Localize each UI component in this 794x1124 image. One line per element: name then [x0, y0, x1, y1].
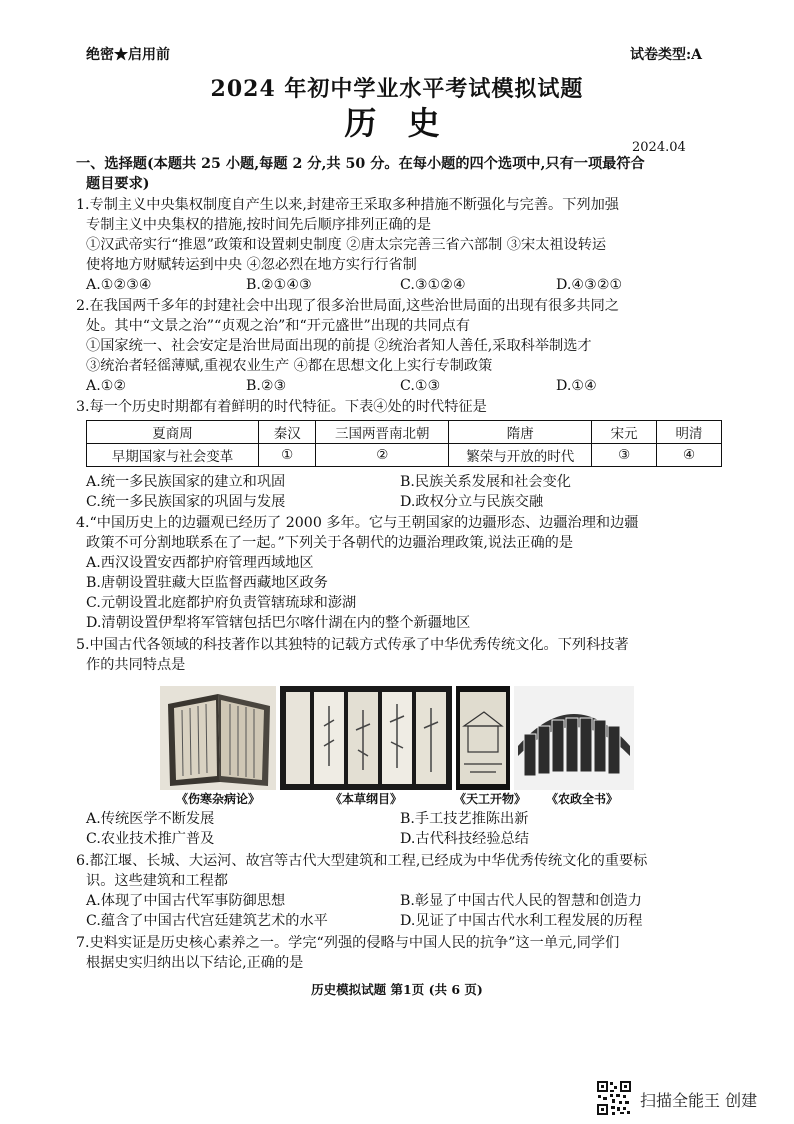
q3-option-b: B.民族关系发展和社会变化	[400, 474, 571, 490]
q4-option-a: A.西汉设置安西都护府管理西域地区	[86, 555, 314, 571]
q6-option-d: D.见证了中国古代水利工程发展的历程	[400, 913, 643, 929]
caption-nongzheng: 《农政全书》	[546, 792, 619, 806]
table-cell: 宋元	[592, 421, 657, 444]
q1-stem: 1.专制主义中央集权制度自产生以来,封建帝王采取多种措施不断强化与完善。下列加强	[76, 197, 619, 213]
q3-option-a: A.统一多民族国家的建立和巩固	[86, 474, 286, 490]
shanghan-book-image	[160, 686, 276, 790]
q4-option-c: C.元朝设置北庭都护府负责管辖琉球和澎湖	[86, 595, 357, 611]
q5-option-a: A.传统医学不断发展	[86, 811, 215, 827]
exam-date: 2024.04	[632, 140, 686, 155]
table-row	[87, 421, 722, 444]
caption-shanghan: 《伤寒杂病论》	[176, 792, 261, 806]
q1-item: ①汉武帝实行“推恩”政策和设置刺史制度 ②唐太宗完善三省六部制 ③宋太祖设转运	[86, 237, 607, 253]
q5-stem: 5.中国古代各领域的科技著作以其独特的记载方式传承了中华优秀传统文化。下列科技著	[76, 637, 629, 653]
q7-stem: 7.史料实证是历史核心素养之一。学完“列强的侵略与中国人民的抗争”这一单元,同学们	[76, 935, 620, 951]
q3-stem: 3.每一个历史时期都有着鲜明的时代特征。下表④处的时代特征是	[76, 399, 487, 415]
q2-item: ①国家统一、社会安定是治世局面出现的前提 ②统治者知人善任,采取科举制选才	[86, 338, 592, 354]
q1-item: 使将地方财赋转运到中央 ④忽必烈在地方实行行省制	[86, 257, 417, 273]
qr-code-icon	[596, 1080, 632, 1116]
q6-stem: 6.都江堰、长城、大运河、故宫等古代大型建筑和工程,已经成为中华优秀传统文化的重要标	[76, 853, 648, 869]
q2-option-a: A.①②	[86, 378, 127, 394]
q6-option-c: C.蕴含了中国古代宫廷建筑艺术的水平	[86, 913, 328, 929]
subject-title: 历 史	[344, 104, 450, 142]
book-illustration	[514, 686, 634, 790]
table-row	[87, 444, 722, 467]
table-cell: 三国两晋南北朝	[316, 421, 449, 444]
q6-option-a: A.体现了中国古代军事防御思想	[86, 893, 286, 909]
q4-option-d: D.清朝设置伊犁将军管辖包括巴尔喀什湖在内的整个新疆地区	[86, 615, 471, 631]
table-cell: 明清	[657, 421, 722, 444]
q5-stem: 作的共同特点是	[86, 657, 186, 673]
bencao-book-image	[280, 686, 452, 790]
tiangong-book-image	[456, 686, 510, 790]
nongzheng-book-image	[514, 686, 634, 790]
q2-stem: 2.在我国两千多年的封建社会中出现了很多治世局面,这些治世局面的出现有很多共同之	[76, 298, 619, 314]
q1-option-d: D.④③②①	[556, 277, 623, 293]
q2-option-d: D.①④	[556, 378, 597, 394]
section-heading: 一、选择题(本题共 25 小题,每题 2 分,共 50 分。在每小题的四个选项中,只有一项最符合	[76, 156, 645, 172]
era-table	[86, 420, 722, 467]
page-title: 2024 年初中学业水平考试模拟试题	[210, 76, 584, 102]
q4-option-b: B.唐朝设置驻藏大臣监督西藏地区政务	[86, 575, 328, 591]
table-cell: 夏商周	[87, 421, 259, 444]
book-illustration	[280, 686, 452, 790]
q2-stem: 处。其中“文景之治”“贞观之治”和“开元盛世”出现的共同点有	[86, 318, 471, 334]
q1-option-b: B.②①④③	[246, 277, 312, 293]
q6-option-b: B.彰显了中国古代人民的智慧和创造力	[400, 893, 642, 909]
caption-bencao: 《本草纲目》	[330, 792, 403, 806]
q3-option-d: D.政权分立与民族交融	[400, 494, 544, 510]
book-illustration	[456, 686, 510, 790]
table-cell: 秦汉	[259, 421, 316, 444]
section-heading-cont: 题目要求)	[86, 176, 150, 192]
paper-type-label: 试卷类型:A	[630, 47, 703, 63]
table-cell: ③	[592, 444, 657, 467]
q4-stem: 政策不可分割地联系在了一起。”下列关于各朝代的边疆治理政策,说法正确的是	[86, 535, 574, 551]
table-cell: ①	[259, 444, 316, 467]
book-illustration	[160, 686, 276, 790]
q2-option-b: B.②③	[246, 378, 287, 394]
q5-option-d: D.古代科技经验总结	[400, 831, 529, 847]
q1-stem: 专制主义中央集权的措施,按时间先后顺序排列正确的是	[86, 217, 432, 233]
table-cell: 隋唐	[449, 421, 592, 444]
confidential-label: 绝密★启用前	[86, 47, 170, 63]
caption-tiangong: 《天工开物》	[454, 792, 527, 806]
q2-option-c: C.①③	[400, 378, 441, 394]
q5-option-b: B.手工技艺推陈出新	[400, 811, 529, 827]
q6-stem: 识。这些建筑和工程都	[86, 873, 228, 889]
q1-option-a: A.①②③④	[86, 277, 152, 293]
table-cell: ②	[316, 444, 449, 467]
table-cell: 早期国家与社会变革	[87, 444, 259, 467]
q2-item: ③统治者轻徭薄赋,重视农业生产 ④都在思想文化上实行专制政策	[86, 358, 493, 374]
page-footer: 历史模拟试题 第1页 (共 6 页)	[311, 982, 483, 997]
q3-option-c: C.统一多民族国家的巩固与发展	[86, 494, 286, 510]
scanner-watermark: 扫描全能王 创建	[640, 1091, 758, 1110]
q5-option-c: C.农业技术推广普及	[86, 831, 215, 847]
q1-option-c: C.③①②④	[400, 277, 466, 293]
table-cell: ④	[657, 444, 722, 467]
q7-stem: 根据史实归纳出以下结论,正确的是	[86, 955, 304, 971]
table-cell: 繁荣与开放的时代	[449, 444, 592, 467]
q4-stem: 4.“中国历史上的边疆观已经历了 2000 多年。它与王朝国家的边疆形态、边疆治理和边疆	[76, 515, 639, 531]
